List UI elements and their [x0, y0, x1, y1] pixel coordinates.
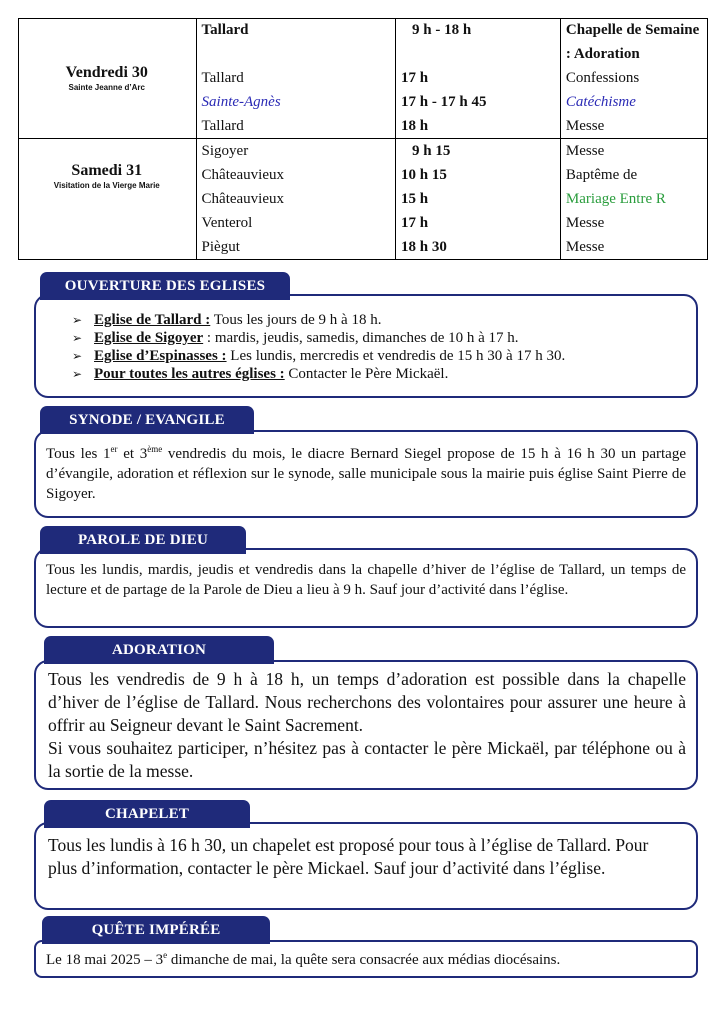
place-cell: Tallard	[201, 22, 249, 38]
list-item	[72, 365, 687, 383]
list-item-label: Eglise de Tallard :	[94, 312, 211, 328]
time-cell: 9 h 15	[396, 139, 561, 164]
place-cell: Tallard	[196, 114, 396, 139]
parole-title: PAROLE DE DIEU	[40, 526, 246, 554]
time-cell: 9 h - 18 h	[396, 18, 561, 66]
saint-of-day: Sainte Jeanne d’Arc	[68, 83, 145, 92]
list-item-label: Eglise de Sigoyer	[94, 330, 204, 346]
quete-text-part: dimanche de mai, la quête sera consacrée aux médias diocésains.	[167, 952, 561, 968]
time-cell: 10 h 15	[396, 163, 561, 187]
day-name: Vendredi 30	[65, 64, 148, 81]
synode-text	[46, 444, 686, 504]
synode-text-part: vendredis du mois, le diacre Bernard Siegel propose de 15 h à 16 h 30 un partage d’évangile, adoration et réflexion sur le synode, salle municipale sous la mairie puis église Saint Pierre de Sigoyer.	[46, 446, 686, 502]
saint-of-day: Visitation de la Vierge Marie	[53, 181, 160, 190]
list-item-text: Les lundis, mercredis et vendredis de 15 h 30 à 17 h 30.	[226, 348, 566, 364]
place-cell: Piègut	[201, 239, 240, 255]
place-cell: Châteauvieux	[201, 167, 285, 183]
quete-text-part: Le 18 mai 2025 – 3	[46, 952, 164, 968]
quete-title: QUÊTE IMPÉRÉE	[42, 916, 270, 944]
table-row	[18, 18, 708, 66]
quete-sup: e	[163, 950, 168, 960]
time-cell: 17 h - 17 h 45	[396, 90, 561, 114]
place-cell: Châteauvieux	[201, 191, 285, 207]
day-name: Samedi 31	[71, 162, 143, 179]
table-row	[18, 139, 708, 164]
event-cell: Confessions	[560, 66, 708, 90]
arrow-bullet-icon: ➢	[72, 349, 83, 363]
arrow-bullet-icon: ➢	[72, 367, 83, 381]
time-cell: 17 h	[396, 66, 561, 90]
list-item	[72, 311, 687, 329]
quete-text	[46, 950, 686, 970]
time-cell: 18 h 30	[396, 235, 561, 259]
parole-text: Tous les lundis, mardis, jeudis et vendredis dans la chapelle d’hiver de l’église de Tallard, un temps de lecture et de partage de la Parole de Dieu a lieu à 9 h. Sauf jour d’activité dans l’église.	[46, 562, 686, 598]
place-cell: Venterol	[201, 215, 253, 231]
synode-sup: er	[110, 444, 118, 454]
time-cell: 18 h	[396, 114, 561, 139]
chapelet-title: CHAPELET	[44, 800, 250, 828]
synode-text-part: et 3	[117, 446, 148, 462]
synode-title: SYNODE / EVANGILE	[40, 406, 254, 434]
event-cell: Messe	[560, 235, 708, 259]
list-item	[72, 329, 687, 347]
place-cell: Sainte-Agnès	[201, 94, 281, 110]
ouverture-list	[72, 311, 687, 383]
list-item	[72, 347, 687, 365]
event-cell: Messe	[560, 211, 708, 235]
adoration-paragraph-1: Tous les vendredis de 9 h à 18 h, un temps d’adoration est possible dans la chapelle d’hiver de l’église de Tallard. Nous recherchons des volontaires pour assurer une heure à offrir au Seigneur devant le Saint Sacrement.	[48, 669, 686, 735]
adoration-title: ADORATION	[44, 636, 274, 664]
event-cell: Baptême de	[560, 163, 708, 187]
day-cell	[18, 139, 196, 260]
list-item-text: Tous les jours de 9 h à 18 h.	[210, 312, 382, 328]
adoration-text	[48, 668, 686, 783]
list-item-text: Contacter le Père Mickaël.	[284, 366, 449, 382]
adoration-paragraph-2: Si vous souhaitez participer, n’hésitez pas à contacter le père Mickaël, par téléphone ou à la sortie de la messe.	[48, 738, 686, 781]
time-cell: 17 h	[396, 211, 561, 235]
chapelet-text: Tous les lundis à 16 h 30, un chapelet est proposé pour tous à l’église de Tallard. Pour plus d’information, contacter le père Mickael. Sauf jour d’activité dans l’église.	[48, 835, 649, 878]
synode-sup: ème	[147, 444, 163, 454]
event-cell: Chapelle de Semaine : Adoration	[560, 18, 708, 66]
arrow-bullet-icon: ➢	[72, 331, 83, 345]
list-item-label: Eglise d’Espinasses :	[94, 348, 227, 364]
schedule-table	[18, 18, 708, 259]
time-cell: 15 h	[396, 187, 561, 211]
list-item-label: Pour toutes les autres églises :	[94, 366, 285, 382]
place-cell: Sigoyer	[196, 139, 396, 164]
event-cell: Mariage Entre R	[560, 187, 708, 211]
ouverture-title: OUVERTURE DES EGLISES	[40, 272, 290, 300]
event-cell: Messe	[560, 139, 708, 164]
arrow-bullet-icon: ➢	[72, 313, 83, 327]
place-cell: Tallard	[201, 70, 244, 86]
day-cell	[18, 18, 196, 139]
event-cell: Catéchisme	[560, 90, 708, 114]
list-item-text: : mardis, jeudis, samedis, dimanches de 10 h à 17 h.	[203, 330, 519, 346]
synode-text-part: Tous les 1	[46, 446, 111, 462]
event-cell: Messe	[560, 114, 708, 139]
